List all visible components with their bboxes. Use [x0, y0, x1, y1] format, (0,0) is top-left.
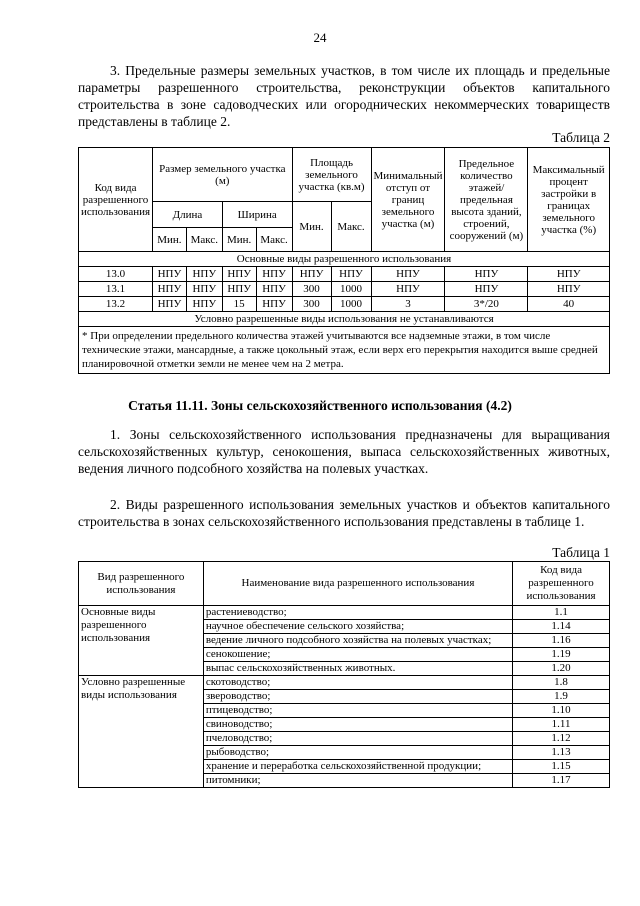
t2-cell: НПУ	[528, 267, 610, 282]
t2-cell: НПУ	[256, 282, 292, 297]
t1-group-conditional: Условно разрешенные виды использования	[79, 676, 204, 788]
t2-cell: 13.0	[79, 267, 153, 282]
t2-cell: НПУ	[331, 267, 371, 282]
t2-section-main: Основные виды разрешенного использования	[79, 252, 610, 267]
t2-cell: НПУ	[153, 297, 187, 312]
table2-caption: Таблица 2	[552, 130, 610, 145]
table-2	[78, 147, 610, 374]
t1-code-cell: 1.10	[513, 704, 610, 718]
t2-cell: 1000	[331, 297, 371, 312]
t2-header-area-max: Макс.	[331, 202, 371, 252]
t1-code-cell: 1.12	[513, 732, 610, 746]
t1-header-type: Вид разрешенного использования	[79, 562, 204, 606]
t1-name-cell: выпас сельскохозяйственных животных.	[203, 662, 512, 676]
t2-header-size: Размер земельного участка (м)	[153, 148, 293, 202]
t1-code-cell: 1.11	[513, 718, 610, 732]
table-row	[79, 297, 610, 312]
t2-header-floors: Предельное количество этажей/ предельная высота зданий, строений, сооружений (м)	[445, 148, 528, 252]
t1-code-cell: 1.16	[513, 634, 610, 648]
t1-code-cell: 1.13	[513, 746, 610, 760]
t2-cell: НПУ	[153, 282, 187, 297]
t1-name-cell: сенокошение;	[203, 648, 512, 662]
t2-cell: НПУ	[256, 297, 292, 312]
t2-cell: 3*/20	[445, 297, 528, 312]
t2-header-width-max: Макс.	[256, 228, 292, 252]
t2-cell: НПУ	[292, 267, 331, 282]
t1-name-cell: звероводство;	[203, 690, 512, 704]
t1-code-cell: 1.9	[513, 690, 610, 704]
t2-cell: 300	[292, 297, 331, 312]
t1-code-cell: 1.19	[513, 648, 610, 662]
paragraph-1: 1. Зоны сельскохозяйственного использования предназначены для выращивания сельскохозяйственных культур, сенокошения, выпаса сельскохозяйственных животных, ведения личного подсобного хозяйства на полевых участках.	[78, 427, 610, 476]
t1-group-main: Основные виды разрешенного использования	[79, 606, 204, 676]
t1-name-cell: скотоводство;	[203, 676, 512, 690]
t2-cell: 1000	[331, 282, 371, 297]
t2-header-code: Код вида разрешенного использования	[79, 148, 153, 252]
t1-name-cell: рыбоводство;	[203, 746, 512, 760]
table-row	[79, 676, 610, 690]
t2-cell: 13.2	[79, 297, 153, 312]
table-row	[79, 267, 610, 282]
t1-header-name: Наименование вида разрешенного использования	[203, 562, 512, 606]
t2-header-width-min: Мин.	[222, 228, 256, 252]
t2-header-width: Ширина	[222, 202, 292, 228]
t1-name-cell: научное обеспечение сельского хозяйства;	[203, 620, 512, 634]
t1-name-cell: птицеводство;	[203, 704, 512, 718]
t2-header-area-min: Мин.	[292, 202, 331, 252]
table-row	[79, 606, 610, 620]
t1-code-cell: 1.1	[513, 606, 610, 620]
paragraph-2: 2. Виды разрешенного использования земельных участков и объектов капитального строительства в зонах сельскохозяйственного использования представлены в таблице 1.	[78, 497, 610, 529]
t2-header-length: Длина	[153, 202, 223, 228]
t1-code-cell: 1.15	[513, 760, 610, 774]
t1-name-cell: растениеводство;	[203, 606, 512, 620]
t2-cell: НПУ	[153, 267, 187, 282]
t2-cell: НПУ	[445, 282, 528, 297]
table1-caption: Таблица 1	[552, 545, 610, 560]
intro-paragraph: 3. Предельные размеры земельных участков, в том числе их площадь и предельные параметры разрешенного строительства, реконструкции объектов капитального строительства в зоне садоводческих или огороднических некоммерческих товариществ представлены в таблице 2.	[78, 63, 610, 129]
t1-name-cell: питомники;	[203, 774, 512, 788]
table-1	[78, 561, 610, 788]
t2-cell: 3	[371, 297, 445, 312]
t1-name-cell: свиноводство;	[203, 718, 512, 732]
t2-cell: 40	[528, 297, 610, 312]
t1-name-cell: хранение и переработка сельскохозяйственной продукции;	[203, 760, 512, 774]
t2-header-setback: Минимальный отступ от границ земельного участка (м)	[371, 148, 445, 252]
t2-cell: 300	[292, 282, 331, 297]
t2-cell: 13.1	[79, 282, 153, 297]
t1-code-cell: 1.20	[513, 662, 610, 676]
t1-code-cell: 1.14	[513, 620, 610, 634]
t1-code-cell: 1.17	[513, 774, 610, 788]
t2-cell: НПУ	[371, 282, 445, 297]
table-row	[79, 282, 610, 297]
page-number: 24	[313, 30, 327, 45]
t2-cell: НПУ	[186, 267, 222, 282]
article-heading: Статья 11.11. Зоны сельскохозяйственного использования (4.2)	[128, 398, 512, 413]
t2-header-area: Площадь земельного участка (кв.м)	[292, 148, 371, 202]
t2-section-conditional: Условно разрешенные виды использования не устанавливаются	[79, 312, 610, 327]
t2-cell: НПУ	[445, 267, 528, 282]
t2-cell: 15	[222, 297, 256, 312]
t2-cell: НПУ	[222, 282, 256, 297]
t2-cell: НПУ	[256, 267, 292, 282]
t1-code-cell: 1.8	[513, 676, 610, 690]
t2-cell: НПУ	[186, 297, 222, 312]
t2-cell: НПУ	[222, 267, 256, 282]
t1-header-code: Код вида разрешенного использования	[513, 562, 610, 606]
t1-name-cell: пчеловодство;	[203, 732, 512, 746]
t2-cell: НПУ	[528, 282, 610, 297]
t2-footnote: * При определении предельного количества этажей учитываются все надземные этажи, в том числе технические этажи, мансардные, а также цокольный этаж, если верх его перекрытия находится выше средней планировочной отметки земли не менее чем на 2 метра.	[79, 327, 610, 374]
t2-header-length-min: Мин.	[153, 228, 187, 252]
t2-header-percent: Максимальный процент застройки в границах земельного участка (%)	[528, 148, 610, 252]
t2-header-length-max: Макс.	[186, 228, 222, 252]
t1-name-cell: ведение личного подсобного хозяйства на полевых участках;	[203, 634, 512, 648]
t2-cell: НПУ	[371, 267, 445, 282]
t2-cell: НПУ	[186, 282, 222, 297]
